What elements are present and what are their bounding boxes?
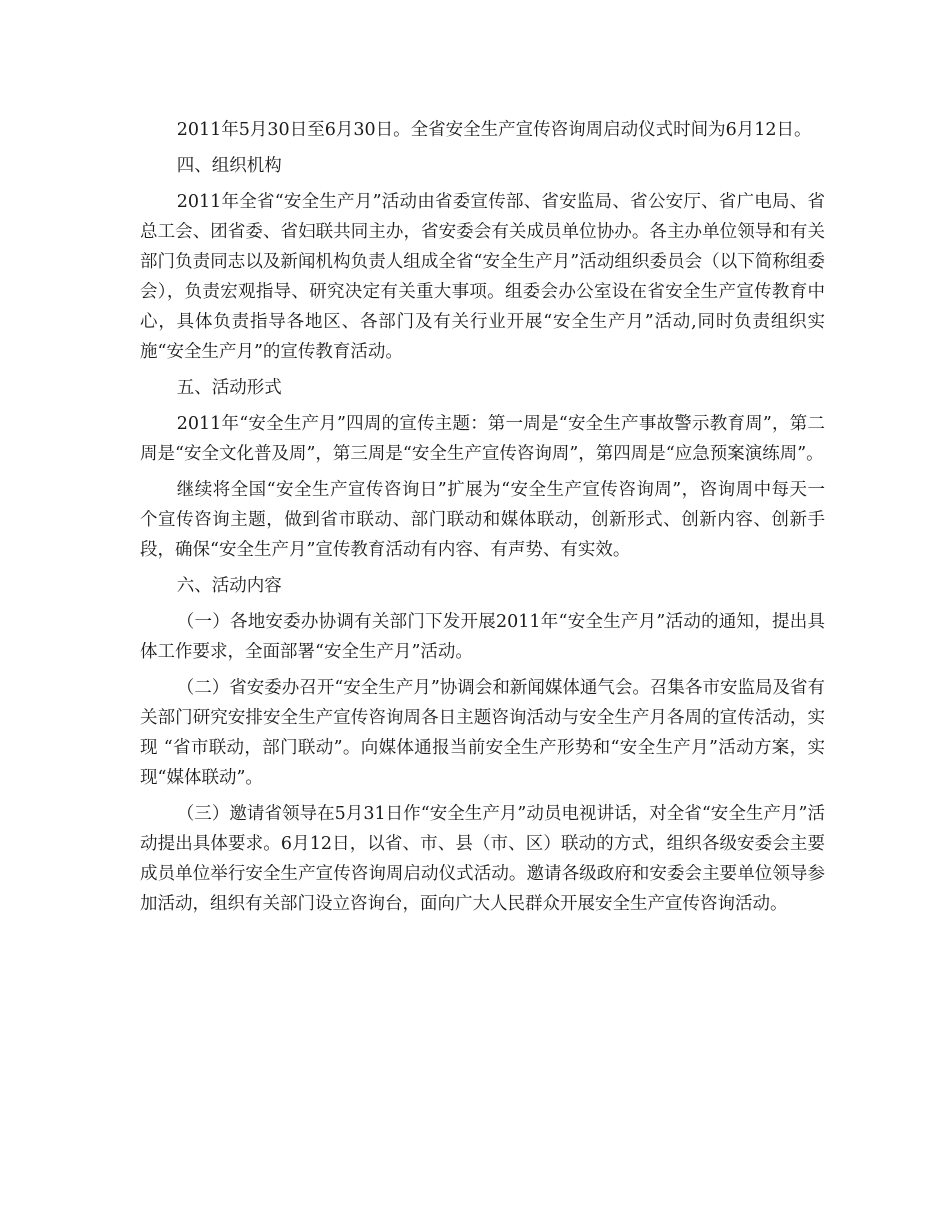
paragraph-item-three: （三）邀请省领导在5月31日作“安全生产月”动员电视讲话，对全省“安全生产月”活动提出具体要求。6月12日，以省、市、县（市、区）联动的方式，组织各级安委会主要成员单位举行安全生产宣传咨询周启动仪式活动。邀请各级政府和安委会主要单位领导参加活动，组织有关部门设立咨询台，面向广大人民群众开展安全生产宣传咨询活动。: [140, 804, 825, 914]
paragraph-organization: 2011年全省“安全生产月”活动由省委宣传部、省安监局、省公安厅、省广电局、省总工会、团省委、省妇联共同主办，省安委会有关成员单位协办。各主办单位领导和有关部门负责同志以及新闻机构负责人组成全省“安全生产月”活动组织委员会（以下简称组委会），负责宏观指导、研究决定有关重大事项。组委会办公室设在省安全生产宣传教育中心，具体负责指导各地区、各部门及有关行业开展“安全生产月”活动,同时负责组织实施“安全生产月”的宣传教育活动。: [140, 192, 825, 362]
paragraph-item-two: （二）省安委办召开“安全生产月”协调会和新闻媒体通气会。召集各市安监局及省有关部门研究安排安全生产宣传咨询周各日主题咨询活动与安全生产月各周的宣传活动，实现 “省市联动，部门联动”。向媒体通报当前安全生产形势和“安全生产月”活动方案，实现“媒体联动”。: [140, 678, 825, 788]
document-body: [140, 115, 825, 925]
paragraph-consultation-week: 继续将全国“安全生产宣传咨询日”扩展为“安全生产宣传咨询周”，咨询周中每天一个宣传咨询主题，做到省市联动、部门联动和媒体联动，创新形式、创新内容、创新手段，确保“安全生产月”宣传教育活动有内容、有声势、有实效。: [140, 480, 825, 560]
section-heading-activity-format: 五、活动形式: [176, 378, 282, 398]
paragraph-schedule: 2011年5月30日至6月30日。全省安全生产宣传咨询周启动仪式时间为6月12日。: [176, 120, 812, 140]
paragraph-item-one: （一）各地安委办协调有关部门下发开展2011年“安全生产月”活动的通知，提出具体工作要求，全面部署“安全生产月”活动。: [140, 612, 825, 662]
paragraph-weekly-themes: 2011年“安全生产月”四周的宣传主题：第一周是“安全生产事故警示教育周”，第二周是“安全文化普及周”，第三周是“安全生产宣传咨询周”，第四周是“应急预案演练周”。: [140, 414, 825, 464]
section-heading-organization: 四、组织机构: [176, 156, 282, 176]
section-heading-activity-content: 六、活动内容: [176, 576, 282, 596]
